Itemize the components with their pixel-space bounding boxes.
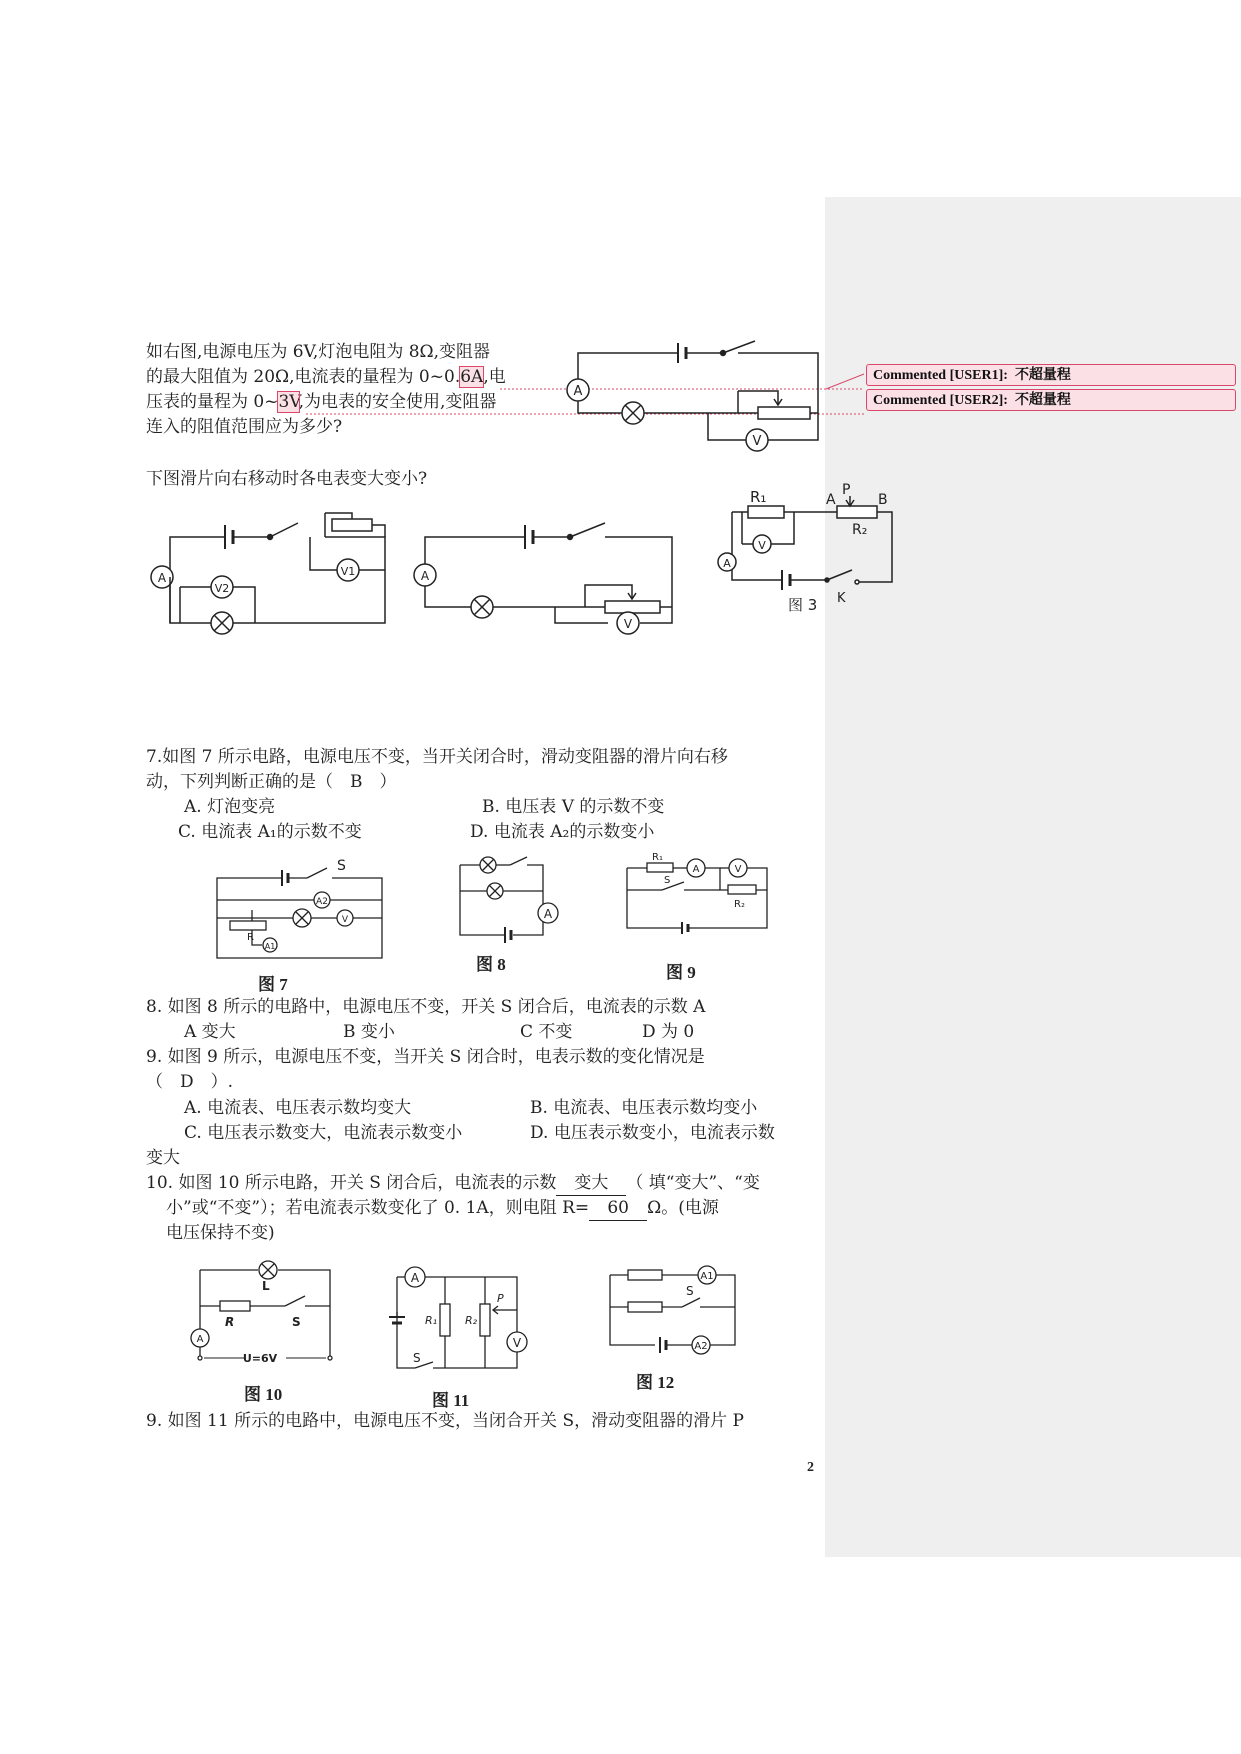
svg-text:U=6V: U=6V	[242, 1352, 278, 1365]
circuit-fig9	[622, 850, 772, 940]
q9-line1: 9. 如图 9 所示，电源电压不变，当开关 S 闭合时，电表示数的变化情况是	[146, 1047, 705, 1067]
svg-text:R₁: R₁	[425, 1314, 438, 1327]
svg-text:B: B	[878, 492, 888, 508]
circuit-fig12	[600, 1255, 750, 1365]
svg-text:S: S	[292, 1315, 301, 1329]
caption-fig3: 图 3	[788, 596, 818, 614]
q9-option-b: B. 电流表、电压表示数均变小	[530, 1098, 758, 1118]
q10-blank1[interactable]: 变大	[556, 1171, 626, 1196]
svg-text:R: R	[247, 932, 254, 943]
svg-text:L: L	[262, 1279, 270, 1293]
q9-line2: （ D ）.	[146, 1072, 234, 1092]
svg-text:A1: A1	[700, 1271, 714, 1282]
svg-text:R₁: R₁	[652, 852, 663, 863]
svg-text:V: V	[623, 617, 633, 631]
caption-fig9: 图 9	[666, 963, 696, 982]
q7-option-d: D. 电流表 A₂的示数变小	[470, 822, 655, 842]
svg-text:A: A	[420, 569, 430, 583]
svg-text:A: A	[543, 907, 553, 921]
svg-text:R₂: R₂	[465, 1314, 478, 1327]
q8-opt-c: C 不变	[520, 1022, 573, 1042]
q9-option-d-cont: 变大	[146, 1148, 180, 1168]
q8-opt-b: B 变小	[343, 1022, 395, 1042]
page-number: 2	[807, 1460, 814, 1475]
caption-fig10: 图 10	[244, 1385, 283, 1404]
svg-text:V: V	[758, 539, 766, 552]
svg-text:R₂: R₂	[734, 899, 745, 910]
circuit-problem1	[568, 335, 828, 455]
problem1-line3: 压表的量程为 0~3V,为电表的安全使用,变阻器	[146, 392, 497, 412]
q7-option-a: A. 灯泡变亮	[184, 797, 276, 817]
problem1-line1: 如右图,电源电压为 6V,灯泡电阻为 8Ω,变阻器	[146, 342, 491, 362]
comment-text: 不超量程	[1014, 368, 1071, 383]
highlight-6a[interactable]: 6A	[460, 367, 484, 387]
caption-fig8: 图 8	[476, 955, 506, 974]
svg-text:V: V	[512, 1336, 522, 1350]
caption-fig7: 图 7	[258, 975, 288, 994]
svg-text:S: S	[664, 875, 671, 886]
svg-text:A1: A1	[264, 942, 276, 951]
svg-text:A: A	[723, 557, 731, 570]
problem1-line2: 的最大阻值为 20Ω,电流表的量程为 0~0.6A,电	[146, 367, 506, 387]
svg-text:K: K	[837, 591, 846, 606]
comment-text: 不超量程	[1014, 393, 1071, 408]
q9-option-d: D. 电压表示数变小，电流表示数	[530, 1123, 775, 1143]
q8-opt-d: D 为 0	[642, 1022, 695, 1042]
q8-line1: 8. 如图 8 所示的电路中，电源电压不变，开关 S 闭合后，电流表的示数 A	[146, 997, 706, 1017]
ammeter-label: A	[573, 384, 583, 399]
q9-option-c: C. 电压表示数变大，电流表示数变小	[184, 1123, 463, 1143]
svg-text:A: A	[826, 492, 836, 508]
highlight-3v[interactable]: 3V	[278, 392, 299, 412]
q10-blank2[interactable]: 60	[589, 1196, 647, 1221]
q8-opt-a: A 变大	[184, 1022, 236, 1042]
q9b-line1: 9. 如图 11 所示的电路中，电源电压不变，当闭合开关 S，滑动变阻器的滑片 P	[146, 1411, 744, 1431]
q9-option-a: A. 电流表、电压表示数均变大	[184, 1098, 412, 1118]
q10-line1: 10. 如图 10 所示电路，开关 S 闭合后，电流表的示数 变大 （ 填“变大”、“变	[146, 1171, 760, 1196]
problem1-line4: 连入的阻值范围应为多少?	[146, 417, 343, 437]
svg-text:V: V	[341, 915, 349, 925]
svg-text:S: S	[686, 1284, 694, 1298]
circuit-p2-middle	[410, 515, 670, 645]
circuit-p2-left	[150, 505, 390, 635]
svg-text:A: A	[692, 864, 700, 875]
circuit-fig10	[190, 1258, 340, 1378]
svg-text:P: P	[497, 1292, 504, 1305]
q7-option-b: B. 电压表 V 的示数不变	[482, 797, 665, 817]
circuit-fig3	[712, 482, 902, 612]
svg-text:P: P	[842, 482, 851, 498]
svg-text:S: S	[337, 858, 346, 874]
q10-line3: 电压保持不变)	[166, 1223, 275, 1243]
svg-text:R₁: R₁	[750, 488, 767, 506]
q7-line1: 7.如图 7 所示电路，电源电压不变，当开关闭合时，滑动变阻器的滑片向右移	[146, 747, 728, 767]
svg-text:A: A	[157, 571, 167, 585]
circuit-fig8	[455, 855, 565, 945]
q7-option-c: C. 电流表 A₁的示数不变	[178, 822, 362, 842]
svg-text:R: R	[225, 1315, 235, 1329]
q10-line2: 小”或“不变”）；若电流表示数变化了 0. 1A，则电阻 R= 60 Ω。(电源	[166, 1196, 719, 1221]
svg-text:R₂: R₂	[852, 522, 868, 538]
svg-text:V2: V2	[214, 582, 230, 595]
caption-fig12: 图 12	[636, 1373, 675, 1392]
svg-text:A2: A2	[694, 1341, 708, 1352]
svg-text:A: A	[196, 1334, 204, 1345]
q7-line2: 动，下列判断正确的是（ B ）	[146, 772, 397, 792]
svg-text:A: A	[410, 1271, 420, 1285]
comment-author: Commented [USER1]:	[873, 368, 1008, 383]
voltmeter-label: V	[752, 434, 762, 449]
comment-author: Commented [USER2]:	[873, 393, 1008, 408]
svg-text:S: S	[413, 1351, 421, 1365]
circuit-fig7	[212, 860, 392, 960]
circuit-fig11	[385, 1262, 525, 1372]
svg-text:V1: V1	[340, 565, 356, 578]
svg-text:A2: A2	[316, 897, 328, 907]
svg-text:V: V	[734, 864, 742, 875]
problem2-text: 下图滑片向右移动时各电表变大变小?	[146, 469, 428, 489]
caption-fig11: 图 11	[432, 1391, 470, 1410]
